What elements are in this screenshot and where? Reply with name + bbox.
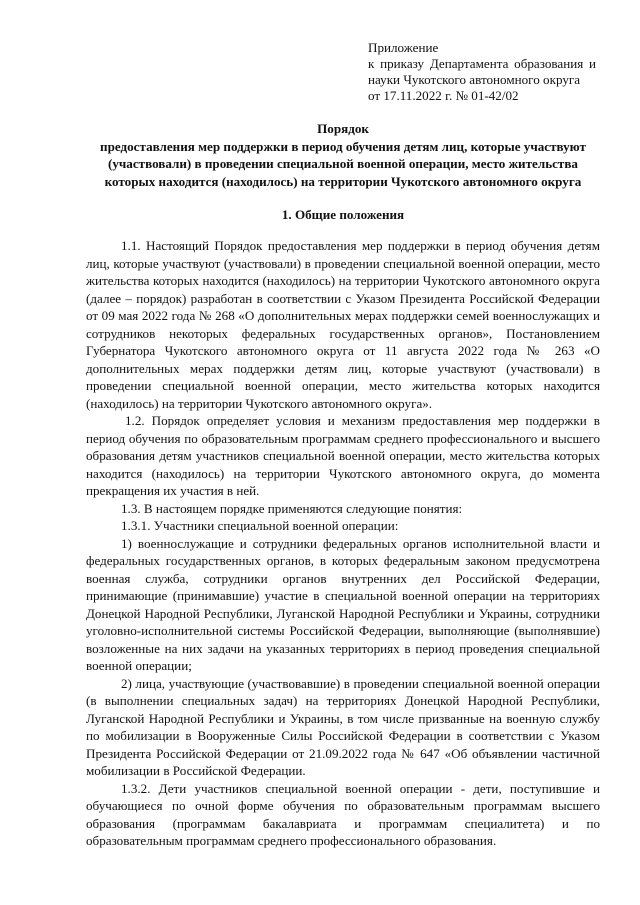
title-line-2: предоставления мер поддержки в период обучения детям лиц, которые участвуют (участвовали) в проведении специальной военной операции, место жительства которых находится (находилось) на территории Чукотского автономного округа xyxy=(100,138,586,189)
paragraph-1-1: 1.1. Настоящий Порядок предоставления мер поддержки в период обучения детям лиц, которые участвуют (участвовали) в проведении специальной военной операции, место жительства которых находится (находилось) на территории Чукотского автономного округа (далее – порядок) разработан в соответствии с Указом Президента Российской Федерации от 09 мая 2022 года № 268 «О дополнительных мерах поддержки семей военнослужащих и сотрудников некоторых федеральных государственных органов», Постановлением Губернатора Чукотского автономного округа от 11 августа 2022 года № 263 «О дополнительных мерах поддержки детям лиц, которые участвуют (участвовали) в проведении специальной военной операции, место жительства которых находится (находилось) на территории Чукотского автономного округа». xyxy=(86,238,600,411)
paragraph-1-2: 1.2. Порядок определяет условия и механизм предоставления мер поддержки в период обучения по образовательным программам среднего профессионального и высшего образования детям участников специальной военной операции, место жительства которых находится (находилось) на территории Чукотского автономного округа, до момента прекращения их участия в ней. xyxy=(86,413,600,498)
appendix-block: Приложение к приказу Департамента образования и науки Чукотского автономного округа от 17.11.2022 г. № 01-42/02 xyxy=(368,40,596,103)
paragraph-1-3-2: 1.3.2. Дети участников специальной военной операции - дети, поступившие и обучающиеся по очной форме обучения по образовательным программам высшего образования (программам бакалавриата и программам специалитета) и по образовательным программам среднего профессионального образования. xyxy=(86,780,600,848)
section-heading: 1. Общие положения xyxy=(281,207,405,222)
paragraph-item-2: 2) лица, участвующие (участвовавшие) в проведении специальной военной операции (в выполнении специальных задач) на территориях Донецкой Народной Республики, Луганской Народной Республики и Украины, в том числе призванные на военную службу по мобилизации в Вооруженные Силы Российской Федерации в соответствии с Указом Президента Российской Федерации от 21.09.2022 года № 647 «Об объявлении частичной мобилизации в Российской Федерации. xyxy=(86,675,600,778)
document-title xyxy=(86,120,600,190)
paragraph-item-1: 1) военнослужащие и сотрудники федеральных органов исполнительной власти и федеральных государственных органов, в которых федеральным законом предусмотрена военная служба, сотрудники органов внутренних дел Российской Федерации, принимающие (принимавшие) участие в специальной военной операции на территориях Донецкой Народной Республики, Луганской Народной Республики и Украины, сотрудники уголовно-исполнительной системы Российской Федерации, выполняющие (выполнявшие) возложенные на них задачи на указанных территориях в период проведения специальной военной операции; xyxy=(86,535,600,673)
paragraph-1-3-1: 1.3.1. Участники специальной военной операции: xyxy=(121,518,399,533)
title-line-1: Порядок xyxy=(317,121,369,136)
paragraph-1-3: 1.3. В настоящем порядке применяются следующие понятия: xyxy=(121,500,463,516)
